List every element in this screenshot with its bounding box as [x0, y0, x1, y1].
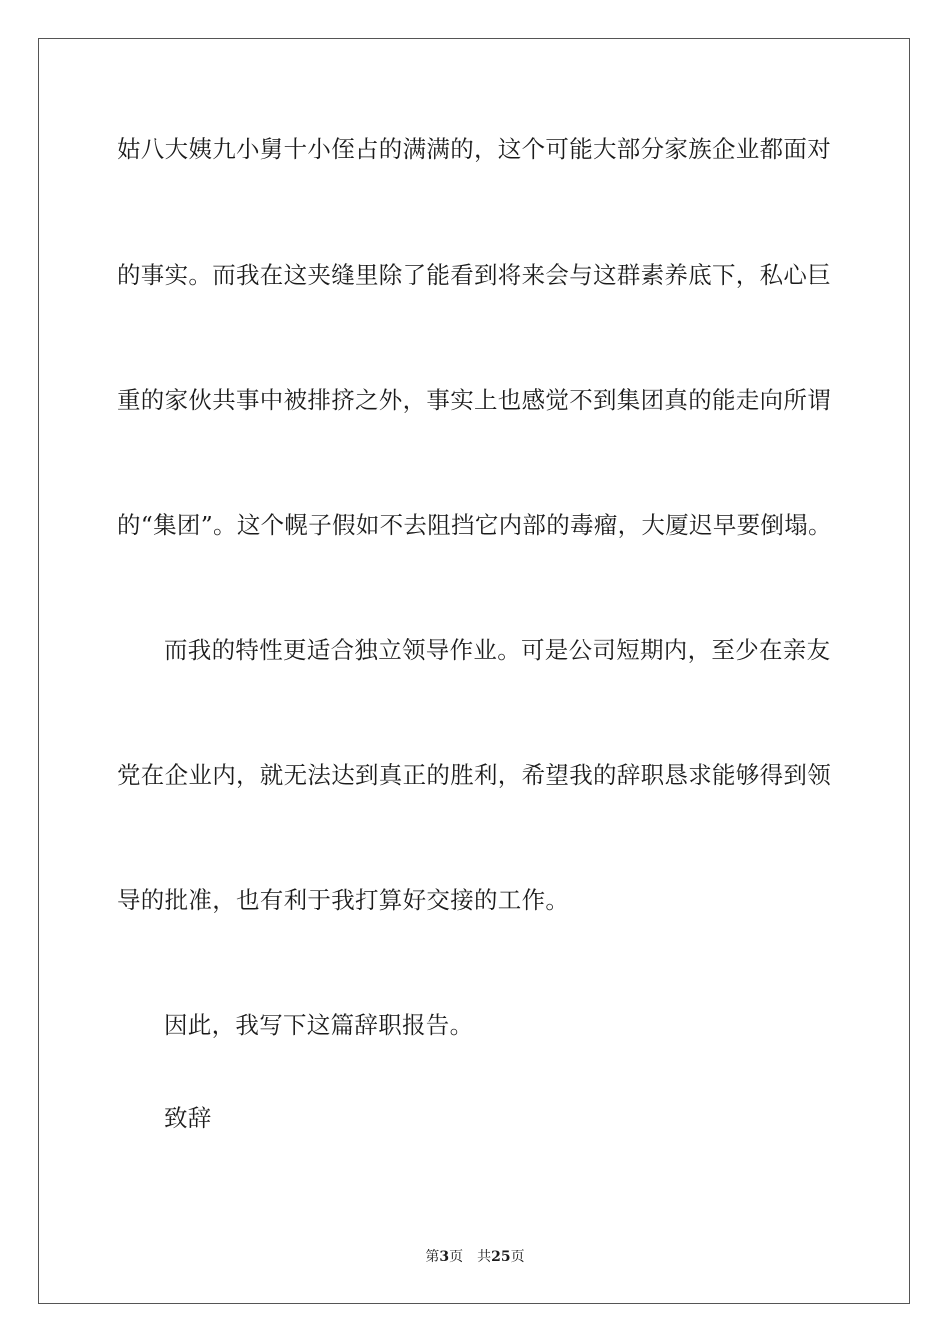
body-text-line-2: 的事实。而我在这夹缝里除了能看到将来会与这群素养底下，私心巨 — [117, 261, 831, 289]
body-text-line-1: 姑八大姨九小舅十小侄占的满满的，这个可能大部分家族企业都面对 — [117, 135, 831, 163]
total-pages: 25 — [491, 1249, 511, 1265]
body-text-line-5: 而我的特性更适合独立领导作业。可是公司短期内，至少在亲友 — [164, 636, 831, 664]
closing-salutation: 致辞 — [164, 1104, 212, 1132]
page-prefix: 第 — [425, 1249, 440, 1265]
page-suffix: 页 — [449, 1249, 464, 1265]
page-number: 3 — [439, 1249, 450, 1265]
total-suffix: 页 — [510, 1249, 525, 1265]
total-prefix: 共 — [477, 1249, 492, 1265]
page-footer — [0, 1248, 950, 1266]
body-text-line-8: 因此，我写下这篇辞职报告。 — [164, 1011, 474, 1039]
body-text-line-4: 的“集团”。这个幌子假如不去阻挡它内部的毒瘤，大厦迟早要倒塌。 — [117, 511, 832, 539]
body-text-line-6: 党在企业内，就无法达到真正的胜利，希望我的辞职恳求能够得到领 — [117, 761, 831, 789]
body-text-line-7: 导的批准，也有利于我打算好交接的工作。 — [117, 886, 570, 914]
body-text-line-3: 重的家伙共事中被排挤之外，事实上也感觉不到集团真的能走向所谓 — [117, 386, 831, 414]
